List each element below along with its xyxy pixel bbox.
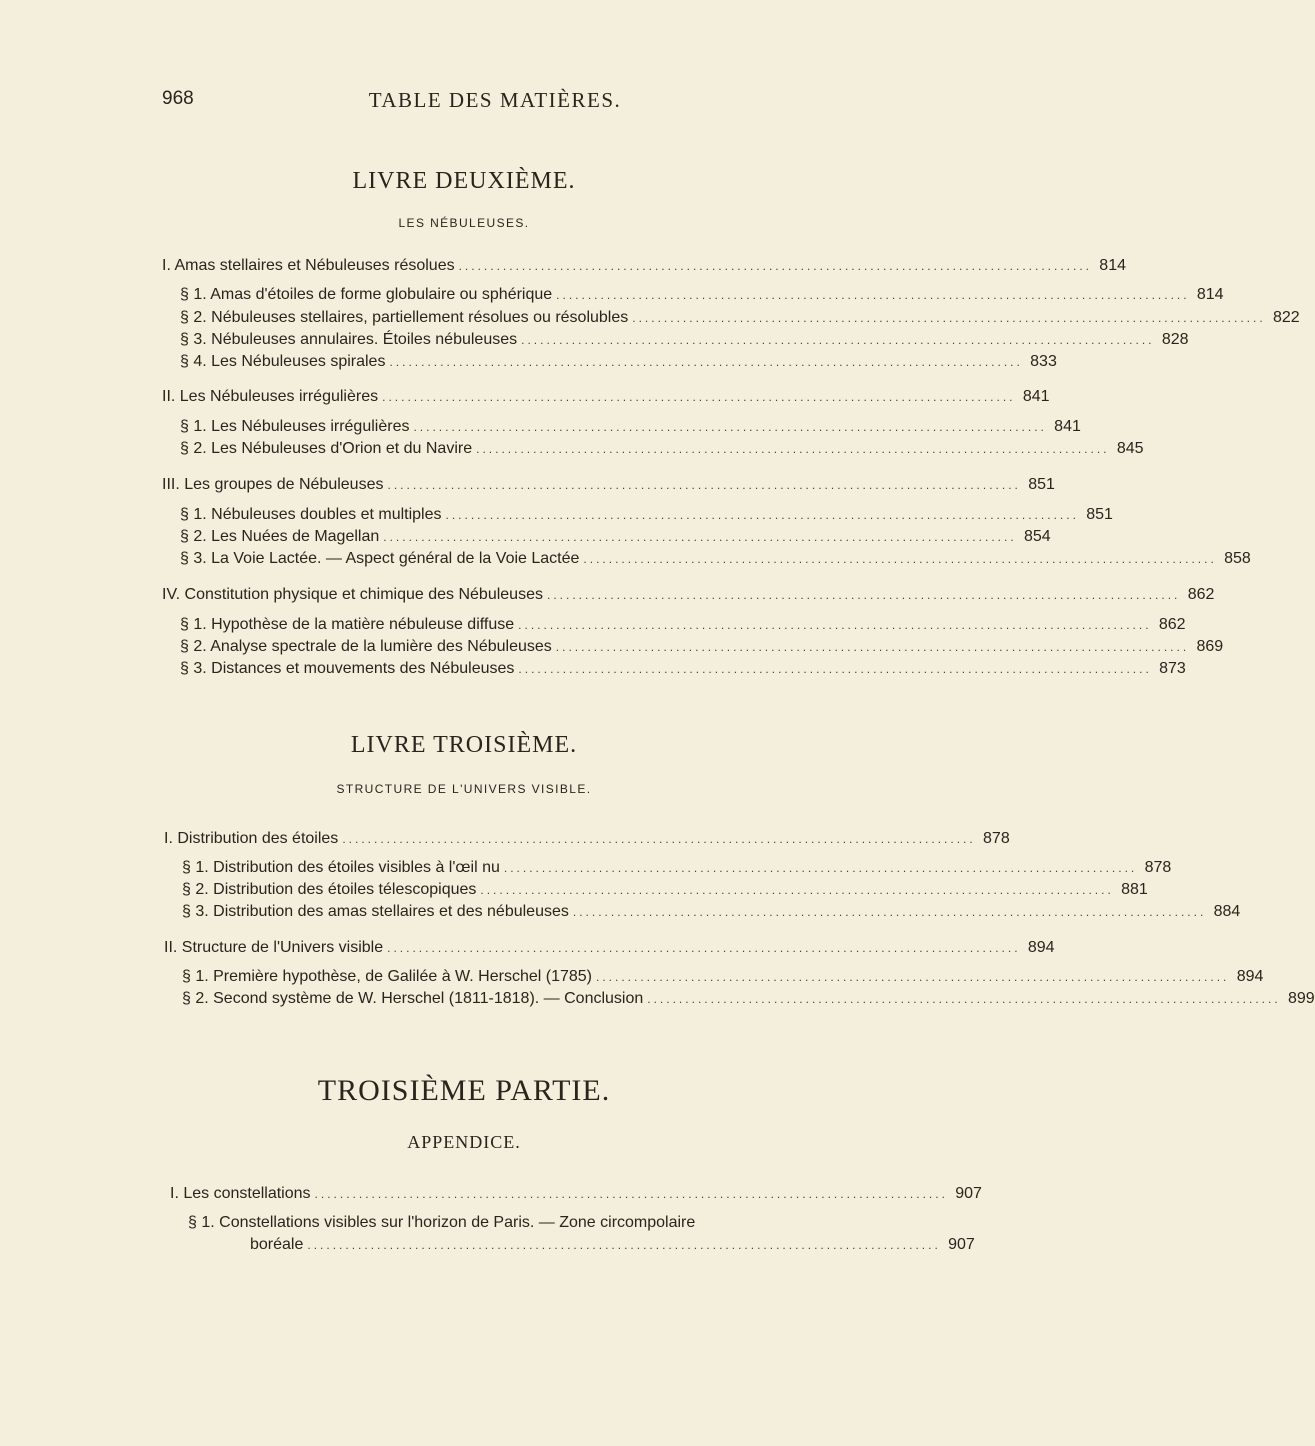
dot-leader: .................................................................................................... [382,390,1016,404]
toc-page: 907 [955,1185,982,1202]
toc-page: 828 [1161,331,1189,348]
toc-entry-multiline [188,1212,975,1256]
toc-entry [180,329,1189,351]
toc-label: I. Distribution des étoiles [164,830,339,847]
dot-leader: .................................................................................................... [314,1187,948,1201]
toc-entry [180,416,1081,438]
toc-entry [182,857,1172,879]
dot-leader: .................................................................................................... [583,552,1217,566]
toc-page: 862 [1158,616,1186,633]
toc-entry [182,879,1148,901]
toc-entry [180,284,1224,306]
toc-page: 894 [1236,968,1264,985]
dot-leader: .................................................................................................... [387,478,1021,492]
toc-page: 894 [1027,939,1055,956]
toc-entry [180,636,1224,658]
dot-leader: .................................................................................................... [387,941,1021,955]
toc-label: § 2. Les Nébuleuses d'Orion et du Navire [180,440,473,457]
toc-entry [180,504,1113,526]
toc-entry [180,351,1057,373]
toc-label: II. Les Nébuleuses irrégulières [162,388,379,405]
dot-leader: .................................................................................................... [445,508,1079,522]
dot-leader: .................................................................................................... [458,259,1092,273]
toc-page: 851 [1028,476,1055,493]
toc-label: § 3. La Voie Lactée. — Aspect général de la Voie Lactée [180,550,580,567]
dot-leader: .................................................................................................... [546,588,1181,602]
dot-leader: .................................................................................................... [518,662,1152,676]
toc-entry [180,307,1300,329]
toc-label: § 1. Première hypothèse, de Galilée à W. Herschel (1785) [182,968,592,985]
toc-entry [164,937,1055,959]
toc-label: § 1. Amas d'étoiles de forme globulaire ou sphérique [180,286,553,303]
toc-page: 854 [1023,528,1051,545]
dot-leader: .................................................................................................... [647,992,1281,1006]
dot-leader: .................................................................................................... [389,355,1023,369]
dot-leader: .................................................................................................... [556,288,1190,302]
toc-page: 878 [983,830,1010,847]
toc-page: 884 [1213,903,1241,920]
dot-leader: .................................................................................................... [307,1238,941,1252]
livre2-subtitle: LES NÉBULEUSES. [398,216,530,230]
livre3-subtitle: STRUCTURE DE L'UNIVERS VISIBLE. [336,782,592,796]
toc-page: 841 [1022,388,1050,405]
toc-label: § 4. Les Nébuleuses spirales [180,353,386,370]
toc-page: 833 [1030,353,1057,370]
dot-leader: .................................................................................................... [342,832,976,846]
toc-entry [180,658,1186,680]
toc-label: § 2. Les Nuées de Magellan [180,528,380,545]
running-title: TABLE DES MATIÈRES. [368,88,622,112]
toc-page: 814 [1196,286,1224,303]
dot-leader: .................................................................................................... [383,530,1017,544]
toc-label: IV. Constitution physique et chimique des Nébuleuses [162,586,543,603]
toc-entry [182,988,1315,1010]
toc-label: § 3. Distances et mouvements des Nébuleuses [180,660,515,677]
toc-entry [180,526,1051,548]
toc-entry [162,386,1050,408]
toc-label-line2: boréale [250,1236,304,1253]
toc-entry [180,438,1144,460]
toc-entry [182,901,1241,923]
toc-label: § 1. Hypothèse de la matière nébuleuse diffuse [180,616,515,633]
toc-page: 878 [1144,859,1172,876]
toc-page: 822 [1272,309,1300,326]
dot-leader: .................................................................................................... [595,970,1230,984]
toc-label: § 2. Distribution des étoiles télescopiques [182,881,477,898]
toc-page: 851 [1086,506,1113,523]
livre2-title: LIVRE DEUXIÈME. [352,168,576,194]
toc-label: I. Amas stellaires et Nébuleuses résolues [162,257,455,274]
toc-page: 814 [1099,257,1126,274]
toc-label: § 3. Nébuleuses annulaires. Étoiles nébuleuses [180,331,518,348]
toc-entry [162,255,1126,277]
dot-leader: .................................................................................................... [413,420,1047,434]
toc-page: 869 [1196,638,1224,655]
toc-entry [180,614,1186,636]
toc-entry [164,828,1010,850]
toc-page: 907 [948,1236,975,1253]
toc-entry [162,584,1215,606]
toc-label-line1: § 1. Constellations visibles sur l'horizon de Paris. — Zone circompolaire [188,1214,696,1231]
running-head [162,88,828,116]
toc-label: § 1. Distribution des étoiles visibles à l'œil nu [182,859,500,876]
toc-label: I. Les constellations [170,1185,311,1202]
toc-page: 899 [1287,990,1315,1007]
page-number: 968 [162,88,194,109]
toc-label: II. Structure de l'Univers visible [164,939,384,956]
livre3-title: LIVRE TROISIÈME. [350,732,578,758]
dot-leader: .................................................................................................... [632,311,1266,325]
toc-label-line2-row [188,1234,975,1256]
toc-page: 841 [1054,418,1081,435]
toc-label: § 1. Nébuleuses doubles et multiples [180,506,442,523]
toc-label: III. Les groupes de Nébuleuses [162,476,384,493]
toc-label: § 1. Les Nébuleuses irrégulières [180,418,410,435]
partie3-subtitle: APPENDICE. [407,1132,521,1152]
dot-leader: .................................................................................................... [476,442,1110,456]
toc-label: § 2. Analyse spectrale de la lumière des Nébuleuses [180,638,552,655]
toc-entry [180,548,1251,570]
toc-label: § 2. Second système de W. Herschel (1811-1818). — Conclusion [182,990,644,1007]
dot-leader: .................................................................................................... [521,333,1155,347]
toc-page: 881 [1121,881,1148,898]
toc-entry [170,1183,982,1205]
dot-leader: .................................................................................................... [555,640,1190,654]
toc-entry [162,474,1055,496]
toc-page: 845 [1116,440,1144,457]
dot-leader: .................................................................................................... [518,618,1152,632]
toc-page: 862 [1187,586,1215,603]
toc-label: § 3. Distribution des amas stellaires et des nébuleuses [182,903,569,920]
partie3-title: TROISIÈME PARTIE. [317,1074,611,1107]
toc-label: § 2. Nébuleuses stellaires, partiellement résolues ou résolubles [180,309,629,326]
toc-page: 858 [1224,550,1251,567]
toc-entry [182,966,1264,988]
dot-leader: .................................................................................................... [503,861,1138,875]
dot-leader: .................................................................................................... [572,905,1207,919]
dot-leader: .................................................................................................... [480,883,1114,897]
toc-page: 873 [1159,660,1186,677]
